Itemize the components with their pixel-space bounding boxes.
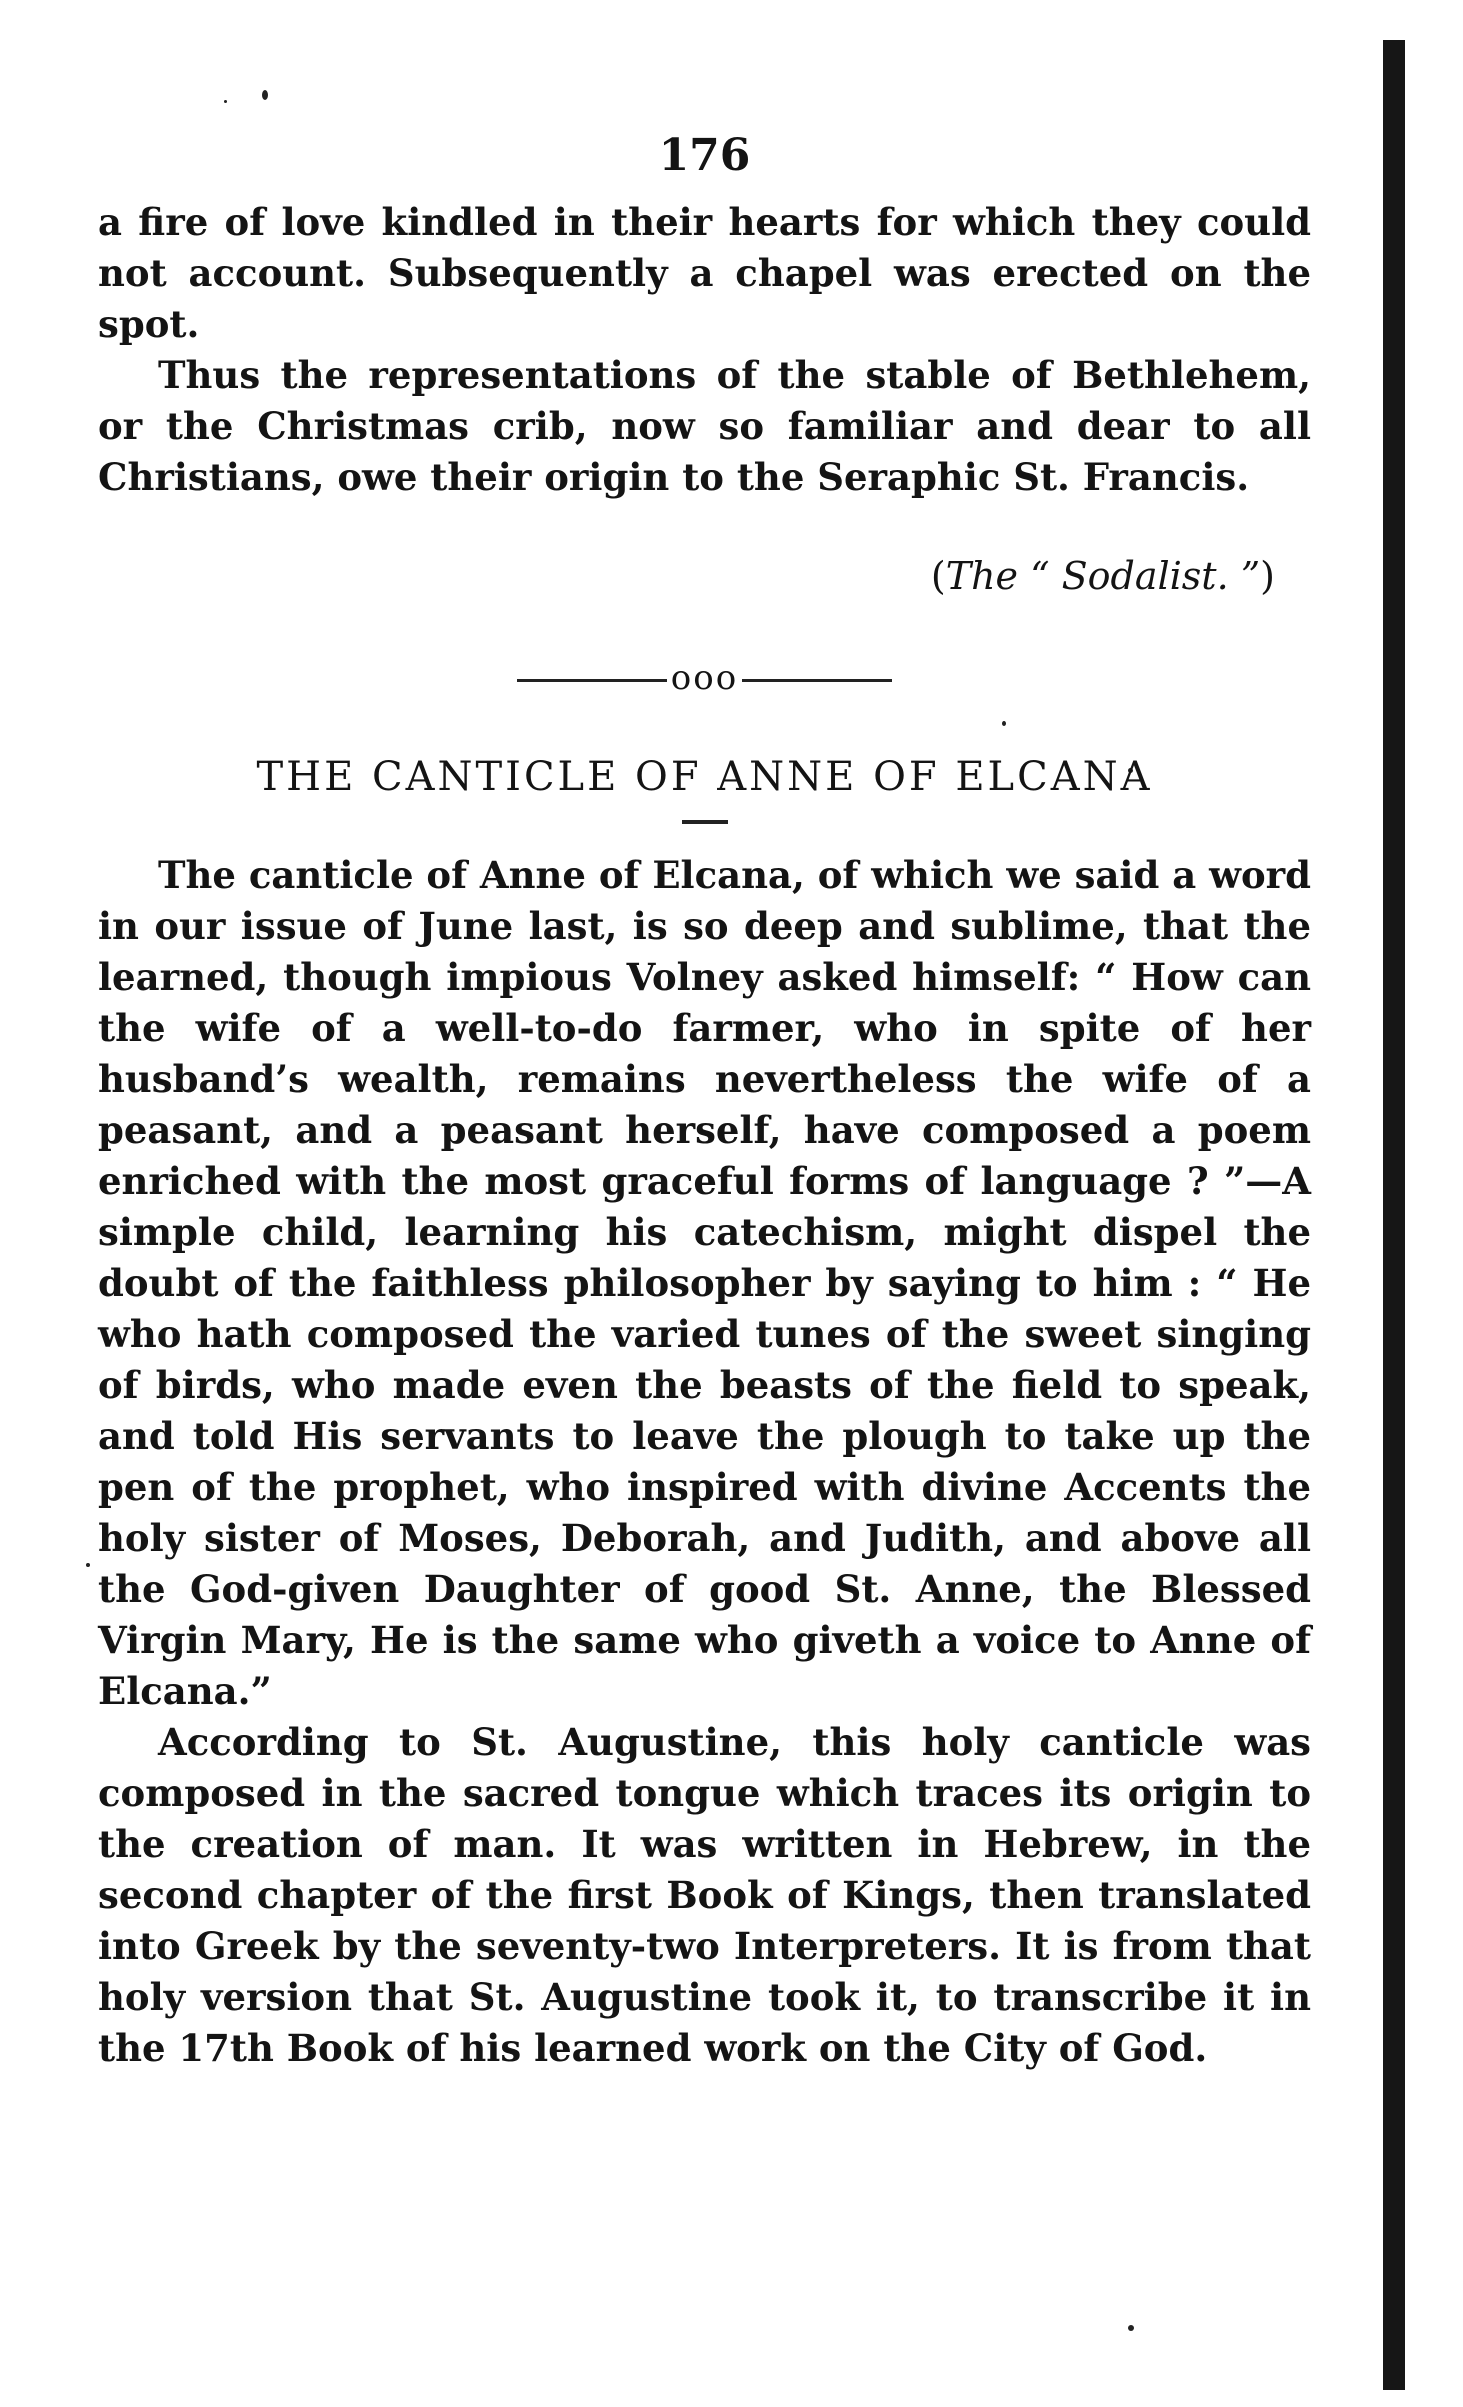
attribution-source: The “ Sodalist. ”: [945, 554, 1261, 598]
print-speck: [224, 100, 227, 103]
continuation-paragraph: Thus the representations of the stable of Bethlehem, or the Christmas crib, now so familiar and dear to all Christians, owe their origin to the Seraphic St. Francis.: [98, 353, 1311, 499]
separator-mark: ooo: [670, 658, 739, 698]
separator-rule-left: [517, 679, 667, 682]
attribution-open: (: [930, 554, 946, 598]
book-page: [98, 130, 1311, 2074]
attribution-close: ): [1260, 554, 1275, 598]
article-title: THE CANTICLE OF ANNE OF ELCANA: [256, 754, 1153, 800]
print-speck: [1128, 2325, 1134, 2331]
binding-edge: [1383, 40, 1405, 2390]
article-paragraph: The canticle of Anne of Elcana, of which we said a word in our issue of June last, is so deep and sublime, that the learned, though impious Volney asked himself: “ How can the wife of a well-to-do farmer, who in spite of her husband’s wealth, remains nevertheless the wife of a peasant, and a peasant herself, have composed a poem enriched with the most graceful forms of language ? ”—A simple child, learning his catechism, might dispel the doubt of the faithless philosopher by saying to him : “ He who hath composed the varied tunes of the sweet singing of birds, who made even the beasts of the field to speak, and told His servants to leave the plough to take up the pen of the prophet, who inspired with divine Accents the holy sister of Moses, Deborah, and Judith, and above all the God-given Daughter of good St. Anne, the Blessed Virgin Mary, He is the same who giveth a voice to Anne of Elcana.”: [98, 853, 1311, 1713]
print-speck: [262, 90, 268, 100]
article-paragraph: According to St. Augustine, this holy canticle was composed in the sacred tongue which traces its origin to the creation of man. It was written in Hebrew, in the second chapter of the first Book of Kings, then translated into Greek by the seventy-two Interpreters. It is from that holy version that St. Augustine took it, to transcribe it in the 17th Book of his learned work on the City of God.: [98, 1720, 1311, 2070]
section-separator: [98, 658, 1311, 698]
separator-rule-right: [742, 679, 892, 682]
print-speck: [86, 1563, 90, 1567]
continuation-paragraph: a fire of love kindled in their hearts for which they could not account. Subsequently a chapel was erected on the spot.: [98, 200, 1311, 346]
source-attribution: [98, 551, 1275, 602]
title-rule: [682, 820, 728, 824]
page-number: 176: [658, 130, 751, 181]
